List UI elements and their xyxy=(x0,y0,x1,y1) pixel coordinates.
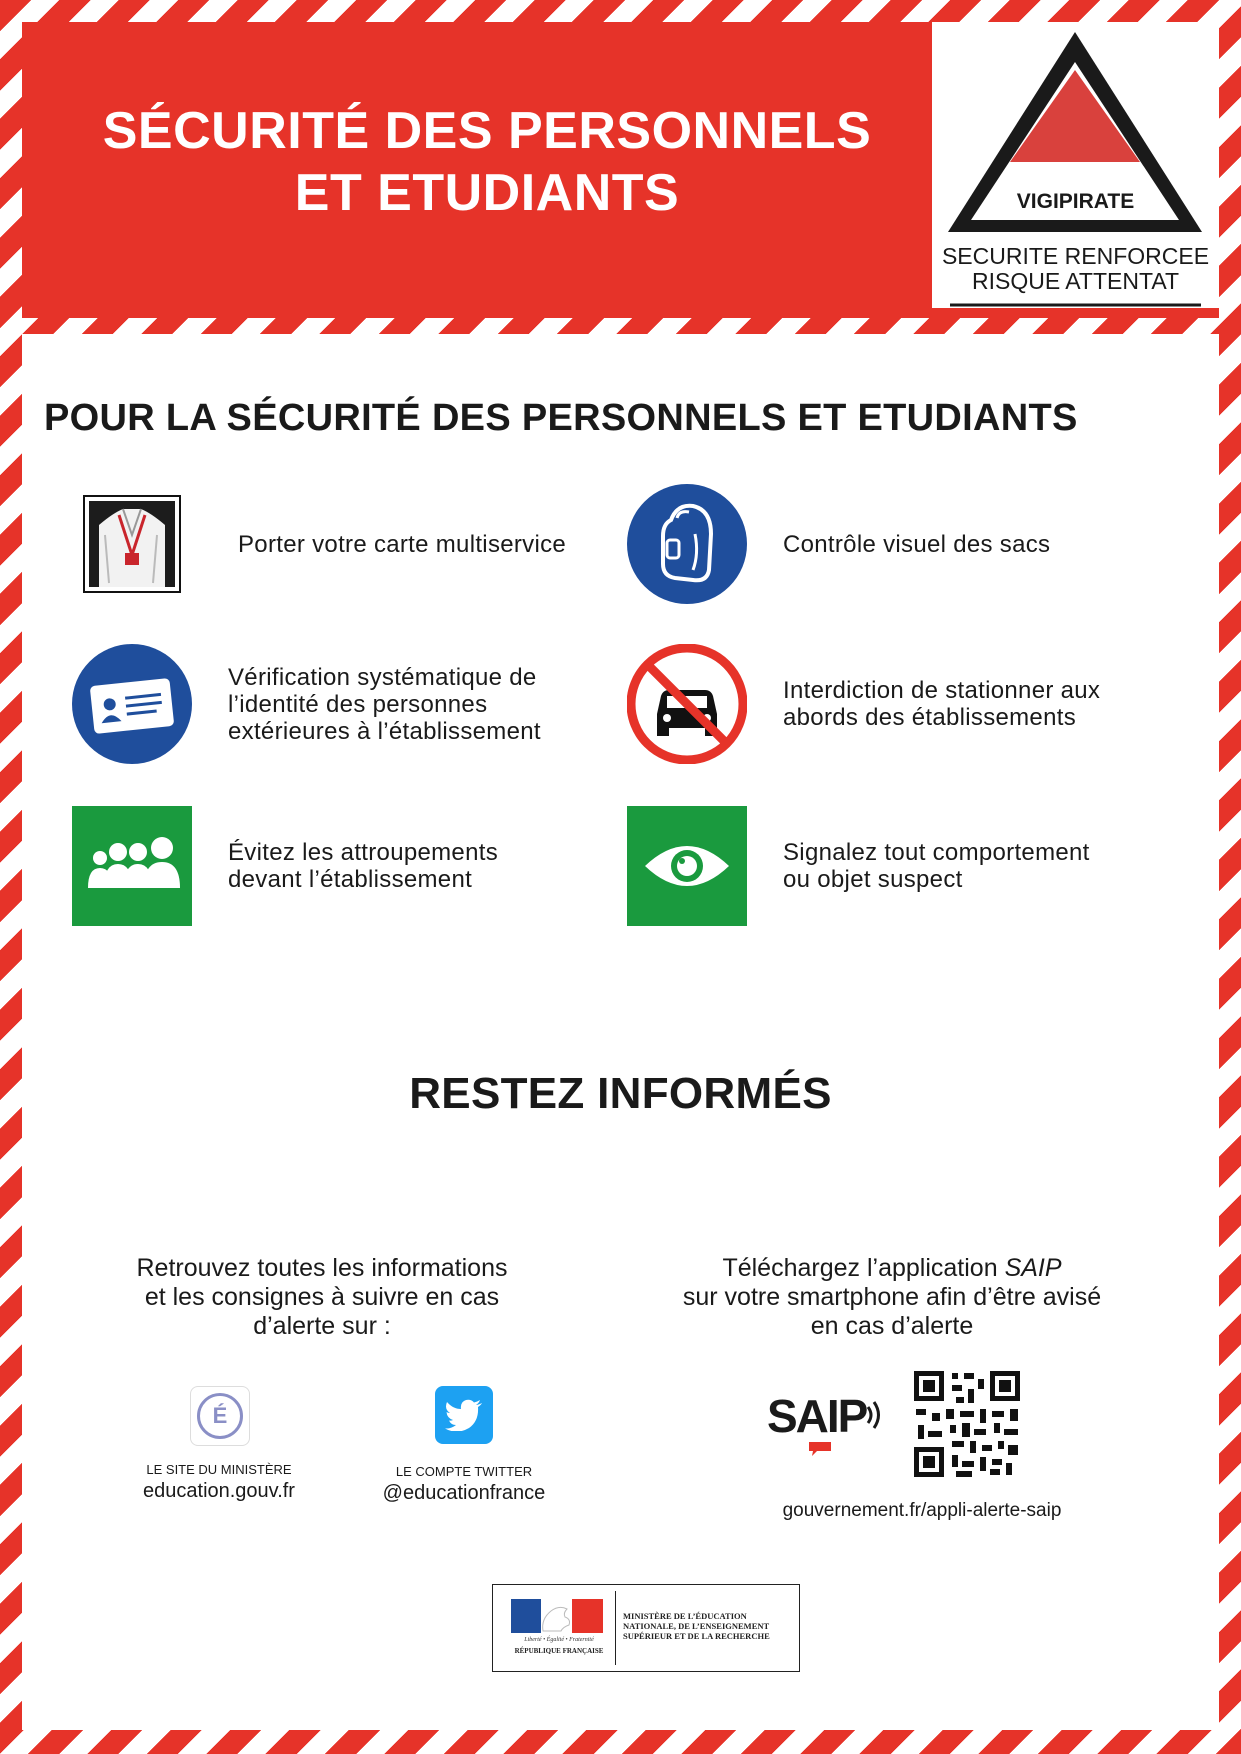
info-right-rest: sur votre smartphone afin d’être avisé en cas d’alerte xyxy=(682,1283,1102,1340)
measure-badge-text: Porter votre carte multiservice xyxy=(238,530,567,558)
measure-bags-text: Contrôle visuel des sacs xyxy=(783,530,1051,558)
vigipirate-status xyxy=(932,244,1219,294)
eye-icon xyxy=(627,806,747,926)
ministry-name: MINISTÈRE DE L’ÉDUCATION NATIONALE, DE L’ENSEIGNEMENT SUPÉRIEUR ET DE LA RECHERCHE xyxy=(623,1611,770,1641)
saip-url[interactable]: gouvernement.fr/appli-alerte-saip xyxy=(782,1500,1062,1521)
measure-report-text: Signalez tout comportement ou objet suspect xyxy=(783,839,1090,893)
saip-alert-bubble-icon xyxy=(809,1442,831,1456)
vigipirate-line1: SECURITE RENFORCEE xyxy=(941,243,1210,269)
measure-parking xyxy=(627,644,1100,764)
content-panel xyxy=(22,334,1219,1730)
ministry-site-caption: LE SITE DU MINISTÈRE xyxy=(146,1462,292,1477)
ministry-site-logo[interactable] xyxy=(190,1386,250,1446)
ministry-e-icon: É xyxy=(197,1393,243,1439)
vigipirate-label: VIGIPIRATE xyxy=(1016,190,1135,213)
measure-report xyxy=(627,806,1090,926)
section-title: POUR LA SÉCURITÉ DES PERSONNELS ET ETUDIANTS xyxy=(44,397,1078,439)
ministry-site-url[interactable]: education.gouv.fr xyxy=(143,1480,295,1502)
twitter-handle[interactable]: @educationfrance xyxy=(382,1482,546,1504)
bag-inspection-icon xyxy=(627,484,747,604)
measure-identity-text: Vérification systématique de l’identité des personnes extérieures à l’établissement xyxy=(228,663,541,745)
vigipirate-line2: RISQUE ATTENTAT xyxy=(971,268,1179,294)
measure-crowd xyxy=(72,806,498,926)
no-parking-car-icon xyxy=(627,644,747,764)
id-badge-icon xyxy=(72,484,192,604)
measure-crowd-text: Évitez les attroupements devant l’établissement xyxy=(228,839,498,893)
twitter-logo[interactable] xyxy=(435,1386,493,1444)
measure-badge xyxy=(72,484,566,604)
info-right-prefix: Téléchargez l’application xyxy=(722,1254,1005,1282)
qr-code-icon[interactable] xyxy=(912,1369,1022,1479)
ministry-divider xyxy=(615,1591,616,1665)
measure-bags xyxy=(627,484,1050,604)
info-right-app: SAIP xyxy=(1004,1254,1062,1282)
header-title-line1: SÉCURITÉ DES PERSONNELS xyxy=(102,102,872,160)
info-left-text: Retrouvez toutes les informations et les consignes à suivre en cas d’alerte sur : xyxy=(136,1254,508,1340)
restez-informes-heading: RESTEZ INFORMÉS xyxy=(409,1069,832,1118)
saip-signal-icon xyxy=(865,1397,887,1433)
republique-motto: Liberté • Égalité • Fraternité xyxy=(524,1637,594,1643)
vigipirate-badge xyxy=(932,22,1219,308)
ministry-footer-logo xyxy=(492,1584,800,1672)
crowd-icon xyxy=(72,806,192,926)
header-title-line2: ET ETUDIANTS xyxy=(294,164,680,222)
twitter-caption: LE COMPTE TWITTER xyxy=(395,1464,533,1479)
twitter-bird-icon xyxy=(445,1399,483,1431)
identity-card-icon xyxy=(72,644,192,764)
measure-identity xyxy=(72,644,541,764)
measure-parking-text: Interdiction de stationner aux abords des établissements xyxy=(783,677,1101,731)
marianne-flag-icon xyxy=(511,1599,603,1633)
republique-label: RÉPUBLIQUE FRANÇAISE xyxy=(514,1647,604,1655)
saip-logo: SAIP xyxy=(767,1390,867,1442)
info-right-text xyxy=(642,1254,1142,1341)
header-title xyxy=(22,100,952,224)
